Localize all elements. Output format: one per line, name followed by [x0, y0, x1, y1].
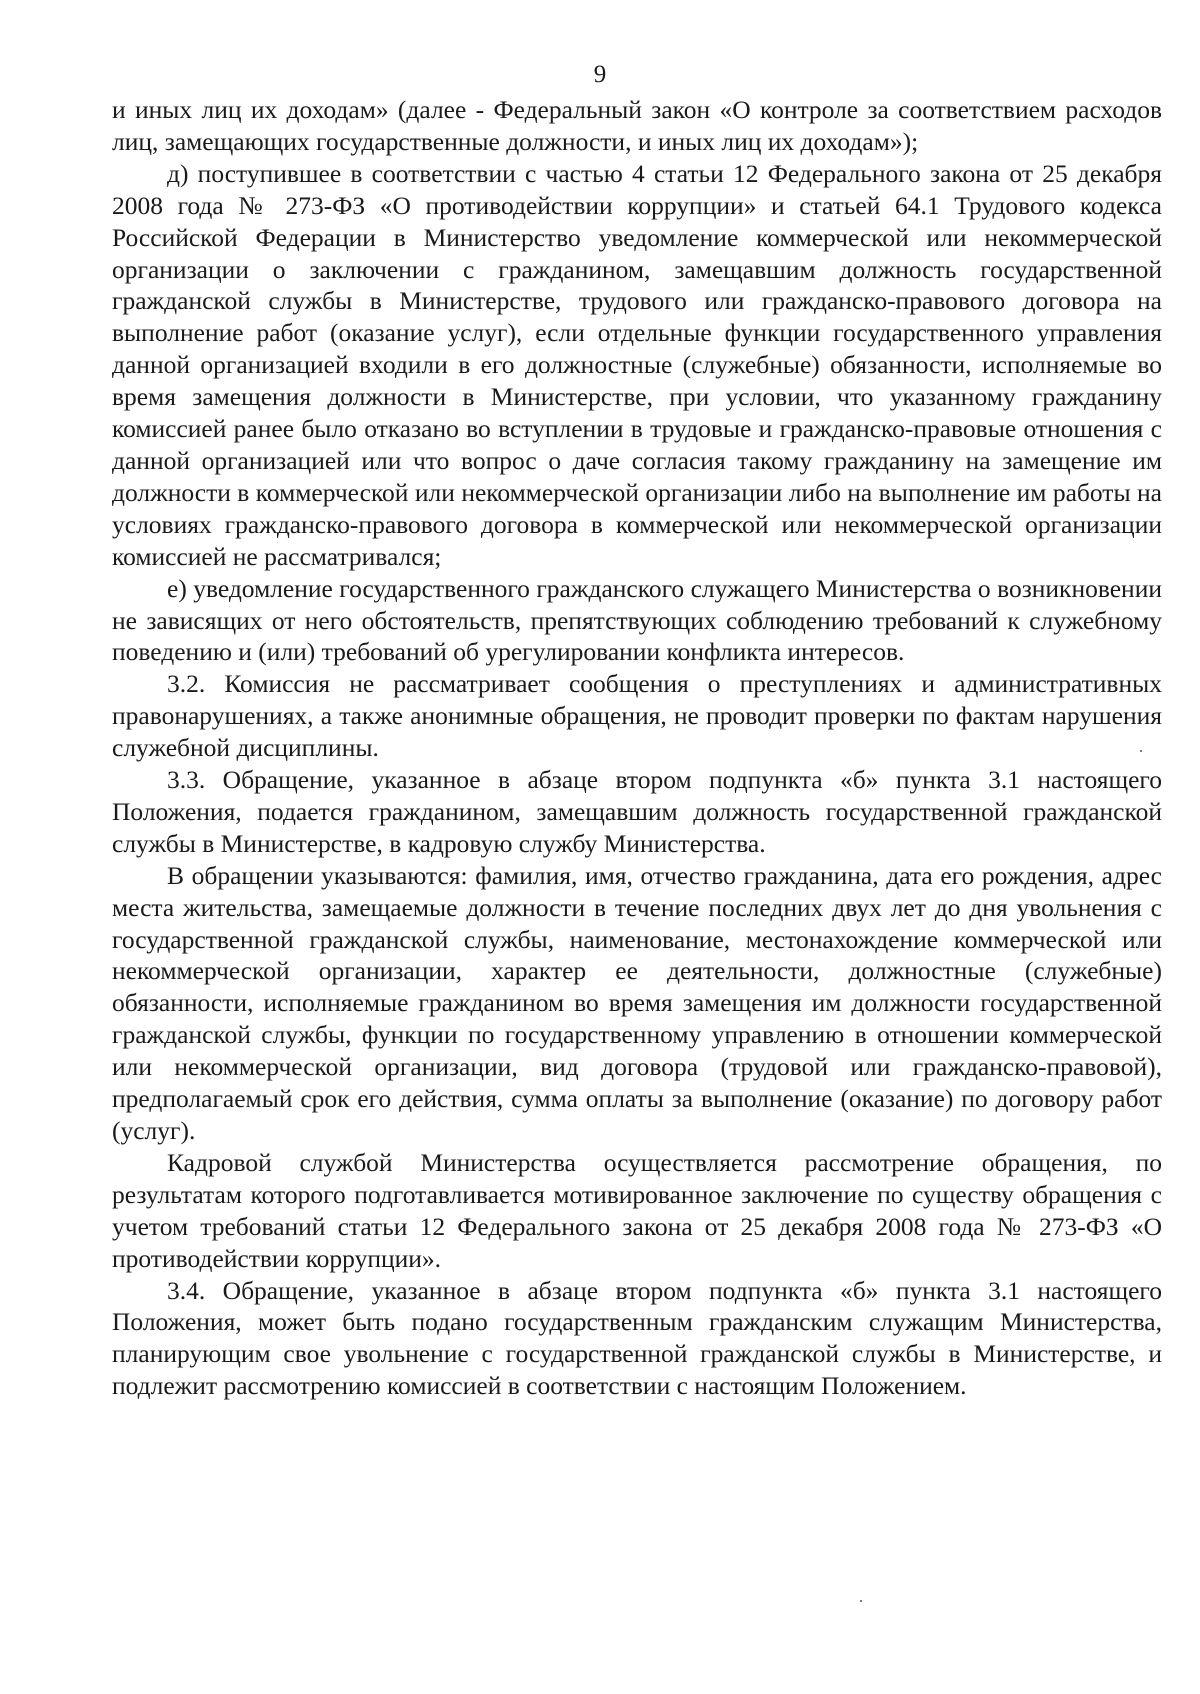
paragraph-3-4: 3.4. Обращение, указанное в абзаце втором подпункта «б» пункта 3.1 настоящего Положения, может быть подано государственным гражданским служащим Министерства, планирующим свое увольнение с государственной гражданской службы в Министерстве, и подлежит рассмотрению комиссией в соответствии с настоящим Положением.	[112, 1275, 1162, 1401]
paragraph-item-d: д) поступившее в соответствии с частью 4 статьи 12 Федерального закона от 25 декабря 2008 года № 273-ФЗ «О противодействии коррупции» и статьей 64.1 Трудового кодекса Российской Федерации в Министерство уведомление коммерческой или некоммерческой организации о заключении с гражданином, замещавшим должность государственной гражданской службы в Министерстве, трудового или гражданско-правового договора на выполнение работ (оказание услуг), если отдельные функции государственного управления данной организацией входили в его должностные (служебные) обязанности, исполняемые во время замещения должности в Министерстве, при условии, что указанному гражданину комиссией ранее было отказано во вступлении в трудовые и гражданско-правовые отношения с данной организацией или что вопрос о даче согласия такому гражданину на замещение им должности в коммерческой или некоммерческой организации либо на выполнение им работы на условиях гражданско-правового договора в коммерческой или некоммерческой организации комиссией не рассматривался;	[112, 158, 1162, 571]
paragraph-item-e: е) уведомление государственного гражданского служащего Министерства о возникновении не зависящих от него обстоятельств, препятствующих соблюдению требований к служебному поведению и (или) требований об урегулировании конфликта интересов.	[112, 573, 1162, 667]
page-number: 9	[593, 61, 607, 88]
document-body	[112, 94, 1162, 1402]
paragraph-continuation: и иных лиц их доходам» (далее - Федеральный закон «О контроле за соответствием расходов лиц, замещающих государственные должности, и иных лиц их доходам»);	[112, 95, 1162, 156]
paragraph-hr-review: Кадровой службой Министерства осуществляется рассмотрение обращения, по результатам которого подготавливается мотивированное заключение по существу обращения с учетом требований статьи 12 Федерального закона от 25 декабря 2008 года № 273-ФЗ «О противодействии коррупции».	[112, 1147, 1162, 1273]
scan-speck	[860, 1600, 862, 1602]
paragraph-3-3: 3.3. Обращение, указанное в абзаце втором подпункта «б» пункта 3.1 настоящего Положения, подается гражданином, замещавшим должность государственной гражданской службы в Министерстве, в кадровую службу Министерства.	[112, 765, 1162, 858]
paragraph-appeal-contents: В обращении указываются: фамилия, имя, отчество гражданина, дата его рождения, адрес места жительства, замещаемые должности в течение последних двух лет до дня увольнения с государственной гражданской службы, наименование, местонахождение коммерческой или некоммерческой организации, характер ее деятельности, должностные (служебные) обязанности, исполняемые гражданином во время замещения им должности государственной гражданской службы, функции по государственному управлению в отношении коммерческой или некоммерческой организации, вид договора (трудовой или гражданско-правовой), предполагаемый срок его действия, сумма оплаты за выполнение (оказание) по договору работ (услуг).	[112, 860, 1162, 1145]
scan-speck	[1140, 750, 1142, 752]
paragraph-3-2: 3.2. Комиссия не рассматривает сообщения о преступлениях и административных правонарушениях, а также анонимные обращения, не проводит проверки по фактам нарушения служебной дисциплины.	[112, 669, 1162, 763]
